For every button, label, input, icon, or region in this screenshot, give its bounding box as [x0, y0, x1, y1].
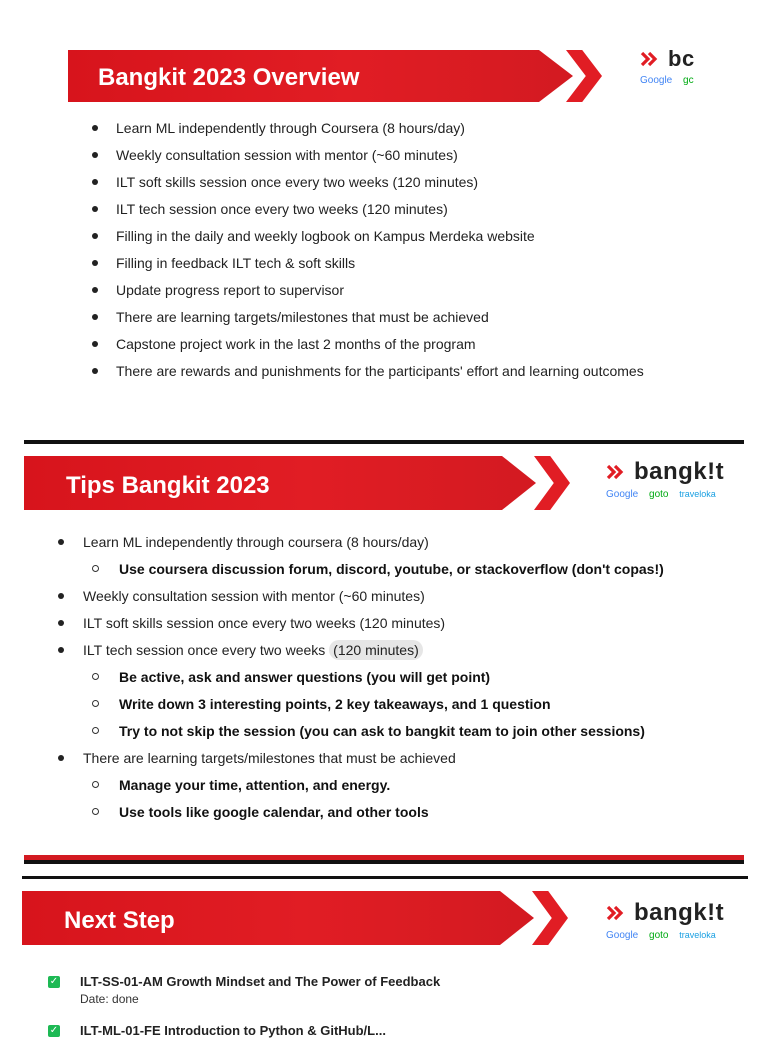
sponsor-traveloka: traveloka [679, 489, 716, 499]
sub-list-item [54, 802, 664, 829]
sponsor-traveloka: traveloka [679, 930, 716, 940]
chevron-icon [534, 456, 570, 510]
sponsor-google: Google [606, 930, 639, 941]
next-step-logo [606, 899, 724, 941]
tips-bottom-bar [24, 855, 744, 860]
list-item: ILT soft skills session once every two weeks (120 minutes) [92, 172, 644, 199]
list-item: Filling in the daily and weekly logbook on Kampus Merdeka website [92, 226, 644, 253]
list-item [54, 532, 664, 559]
checkbox-checked-icon: ✓ [49, 976, 59, 987]
item-text: Be active, ask and answer questions (you will get point) [119, 669, 491, 685]
list-item [54, 640, 664, 667]
item-text: Manage your time, attention, and energy. [119, 777, 391, 793]
chevron-icon [532, 891, 568, 945]
item-text: Try to not skip the session (you can ask to bangkit team to join other sessions) [119, 723, 645, 739]
sub-list-item [54, 721, 664, 748]
task-item [48, 1022, 440, 1039]
item-text: ILT soft skills session once every two weeks (120 minutes) [83, 615, 446, 631]
bangkit-logo-icon [606, 464, 628, 480]
list-item: Update progress report to supervisor [92, 280, 644, 307]
list-item: There are rewards and punishments for the participants' effort and learning outcomes [92, 361, 644, 388]
tips-title: Tips Bangkit 2023 [66, 472, 270, 499]
list-item: Capstone project work in the last 2 months of the program [92, 334, 644, 361]
bangkit-logo-icon [606, 905, 628, 921]
list-item: Filling in feedback ILT tech & soft skills [92, 253, 644, 280]
bangkit-logo-icon [640, 51, 662, 67]
item-text: Learn ML independently through coursera (8 hours/day) [83, 534, 429, 550]
overview-logo [640, 46, 695, 86]
list-item: Weekly consultation session with mentor (~60 minutes) [92, 145, 644, 172]
next-step-title: Next Step [64, 907, 175, 934]
logo-wordmark: bc [668, 46, 695, 71]
list-item: Learn ML independently through Coursera (8 hours/day) [92, 118, 644, 145]
item-text: Write down 3 interesting points, 2 key takeaways, and 1 question [119, 696, 551, 712]
list-item: There are learning targets/milestones that must be achieved [92, 307, 644, 334]
item-text: Use coursera discussion forum, discord, youtube, or stackoverflow (don't copas!) [119, 561, 664, 577]
overview-title: Bangkit 2023 Overview [98, 64, 360, 91]
logo-wordmark: bangk!t [634, 458, 725, 485]
sponsor-goto: goto [649, 489, 669, 500]
tips-list [54, 532, 664, 829]
overview-slide [68, 40, 698, 400]
highlighted-text: (120 minutes) [329, 640, 423, 660]
tips-logo [606, 458, 724, 500]
task-date: Date: done [80, 992, 139, 1006]
list-item [54, 613, 664, 640]
list-item [54, 586, 664, 613]
sponsor-goto: gc [683, 75, 694, 86]
tips-slide [24, 440, 744, 864]
item-text: Use tools like google calendar, and other tools [119, 804, 429, 820]
list-item: ILT tech session once every two weeks (120 minutes) [92, 199, 644, 226]
task-title: ILT-ML-01-FE Introduction to Python & GitHub/L... [80, 1023, 386, 1038]
sponsor-google: Google [640, 75, 673, 86]
sub-list-item [54, 667, 664, 694]
sub-list-item [54, 775, 664, 802]
item-text: Weekly consultation session with mentor (~60 minutes) [83, 588, 425, 604]
logo-wordmark: bangk!t [634, 899, 725, 926]
sponsor-goto: goto [649, 930, 669, 941]
sponsor-google: Google [606, 489, 639, 500]
next-step-slide [22, 876, 748, 1039]
item-text: There are learning targets/milestones that must be achieved [83, 750, 456, 766]
next-step-list [48, 973, 440, 1039]
checkbox-checked-icon: ✓ [49, 1025, 59, 1036]
overview-list [92, 118, 644, 388]
task-title: ILT-SS-01-AM Growth Mindset and The Power of Feedback [80, 974, 441, 989]
list-item [54, 748, 664, 775]
sub-list-item [54, 694, 664, 721]
task-item [48, 973, 440, 1008]
sub-list-item [54, 559, 664, 586]
item-text: ILT tech session once every two weeks [83, 642, 330, 658]
